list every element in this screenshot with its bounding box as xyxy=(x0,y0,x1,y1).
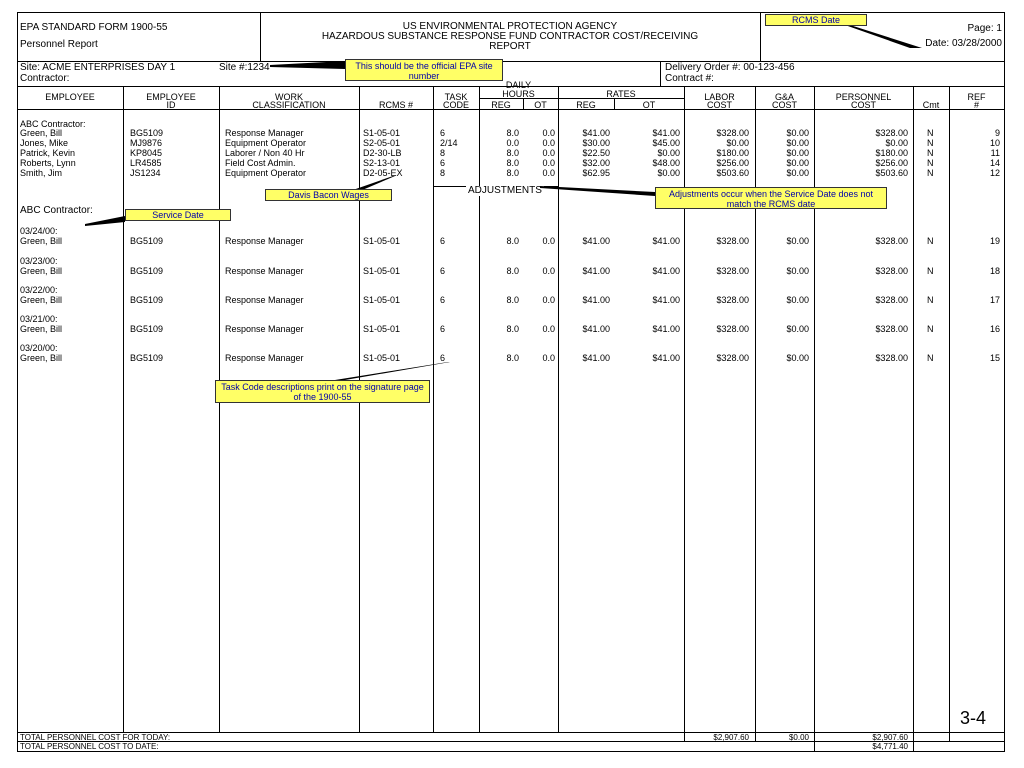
employee-id: BG5109 xyxy=(130,324,164,334)
labor-cost: $328.00 xyxy=(716,353,749,363)
task-code: 6 xyxy=(440,236,446,246)
total-todate-personnel: $4,771.40 xyxy=(872,742,908,751)
comment-flag: N xyxy=(927,236,934,246)
task-code: 6 xyxy=(440,353,446,363)
personnel-cost: $503.60 xyxy=(875,168,908,178)
col-employee: EMPLOYEE xyxy=(45,92,95,102)
task-code: 6 xyxy=(440,128,446,138)
rate-reg: $30.00 xyxy=(582,138,610,148)
employee-name: Roberts, Lynn xyxy=(20,158,76,168)
col-labor-2: COST xyxy=(706,100,732,110)
davis-bacon-callout: Davis Bacon Wages xyxy=(265,189,392,201)
service-date: 03/20/00: xyxy=(20,343,58,353)
rcms-number: S1-05-01 xyxy=(363,266,401,276)
ga-cost: $0.00 xyxy=(786,128,809,138)
labor-cost: $328.00 xyxy=(716,236,749,246)
employee-id: MJ9876 xyxy=(130,138,163,148)
col-work: WORK xyxy=(275,92,303,102)
hours-reg: 0.0 xyxy=(506,138,519,148)
col-task-2: CODE xyxy=(442,100,469,110)
hours-reg: 8.0 xyxy=(506,295,519,305)
adjustments-callout: Adjustments occur when the Service Date does not match the RCMS date xyxy=(655,187,887,209)
col-reg: REG xyxy=(491,100,511,110)
ref-number: 18 xyxy=(989,266,1000,276)
contract-number: Contract #: xyxy=(665,73,714,84)
personnel-cost: $328.00 xyxy=(875,324,908,334)
work-classification: Field Cost Admin. xyxy=(225,158,296,168)
hours-reg: 8.0 xyxy=(506,168,519,178)
task-code: 8 xyxy=(440,148,446,158)
rcms-number: S2-13-01 xyxy=(363,158,401,168)
rate-ot: $41.00 xyxy=(652,295,680,305)
rcms-number: D2-30-LB xyxy=(363,148,402,158)
comment-flag: N xyxy=(927,266,934,276)
site-number-callout: This should be the official EPA site number xyxy=(345,59,503,81)
hours-reg: 8.0 xyxy=(506,266,519,276)
employee-id: KP8045 xyxy=(130,148,163,158)
col-ot: OT xyxy=(534,100,547,110)
col-rates: RATES xyxy=(606,89,636,99)
service-date: 03/23/00: xyxy=(20,256,58,266)
rate-reg: $41.00 xyxy=(582,353,610,363)
task-code: 6 xyxy=(440,324,446,334)
comment-flag: N xyxy=(927,148,934,158)
ref-number: 9 xyxy=(994,128,1000,138)
work-classification: Response Manager xyxy=(225,353,304,363)
employee-id: BG5109 xyxy=(130,128,164,138)
rcms-number: S2-05-01 xyxy=(363,138,401,148)
hours-ot: 0.0 xyxy=(542,168,555,178)
ga-cost: $0.00 xyxy=(786,148,809,158)
col-rcms: RCMS # xyxy=(378,100,413,110)
col-employee-id: EMPLOYEE xyxy=(146,92,196,102)
comment-flag: N xyxy=(927,324,934,334)
adj-section-label: ABC Contractor: xyxy=(20,205,93,216)
work-classification: Response Manager xyxy=(225,295,304,305)
site-number: Site #:1234 xyxy=(219,62,270,73)
comment-flag: N xyxy=(927,353,934,363)
employee-name: Green, Bill xyxy=(20,324,63,334)
hours-ot: 0.0 xyxy=(542,295,555,305)
work-classification: Response Manager xyxy=(225,324,304,334)
hours-ot: 0.0 xyxy=(542,158,555,168)
labor-cost: $180.00 xyxy=(716,148,749,158)
labor-cost: $328.00 xyxy=(716,295,749,305)
personnel-cost: $256.00 xyxy=(875,158,908,168)
page-number: Page: 1 xyxy=(967,23,1002,34)
hours-ot: 0.0 xyxy=(542,236,555,246)
personnel-cost: $328.00 xyxy=(875,295,908,305)
hours-reg: 8.0 xyxy=(506,158,519,168)
ga-cost: $0.00 xyxy=(786,295,809,305)
ref-number: 14 xyxy=(989,158,1000,168)
rate-reg: $41.00 xyxy=(582,128,610,138)
ga-cost: $0.00 xyxy=(786,353,809,363)
ref-number: 16 xyxy=(989,324,1000,334)
labor-cost: $328.00 xyxy=(716,266,749,276)
total-todate-label: TOTAL PERSONNEL COST TO DATE: xyxy=(20,742,159,751)
rcms-number: S1-05-01 xyxy=(363,236,401,246)
col-employee-id-2: ID xyxy=(166,100,176,110)
ref-number: 15 xyxy=(989,353,1000,363)
employee-name: Green, Bill xyxy=(20,353,63,363)
site-name: Site: ACME ENTERPRISES DAY 1 xyxy=(20,62,176,73)
work-classification: Equipment Operator xyxy=(225,168,307,178)
work-classification: Response Manager xyxy=(225,266,304,276)
agency-name: US ENVIRONMENTAL PROTECTION AGENCY xyxy=(402,21,618,32)
hours-ot: 0.0 xyxy=(542,148,555,158)
work-classification: Response Manager xyxy=(225,236,304,246)
rate-ot: $0.00 xyxy=(657,148,680,158)
col-rate-reg: REG xyxy=(576,100,596,110)
personnel-cost: $328.00 xyxy=(875,236,908,246)
form-title: EPA STANDARD FORM 1900-55 xyxy=(20,22,168,33)
section-label: ABC Contractor: xyxy=(20,119,86,129)
hours-reg: 8.0 xyxy=(506,324,519,334)
work-classification: Response Manager xyxy=(225,128,304,138)
employee-name: Patrick, Kevin xyxy=(20,148,76,158)
labor-cost: $328.00 xyxy=(716,324,749,334)
employee-id: LR4585 xyxy=(130,158,162,168)
task-code: 6 xyxy=(440,158,446,168)
service-date: 03/21/00: xyxy=(20,314,58,324)
report-title: HAZARDOUS SUBSTANCE RESPONSE FUND CONTRACTOR COST/RECEIVING xyxy=(321,31,699,42)
total-today-ga: $0.00 xyxy=(788,733,809,742)
ref-number: 10 xyxy=(989,138,1000,148)
ref-number: 17 xyxy=(989,295,1000,305)
rate-ot: $41.00 xyxy=(652,324,680,334)
employee-id: JS1234 xyxy=(130,168,161,178)
hours-reg: 8.0 xyxy=(506,236,519,246)
hours-reg: 8.0 xyxy=(506,128,519,138)
labor-cost: $0.00 xyxy=(726,138,749,148)
rate-ot: $41.00 xyxy=(652,353,680,363)
comment-flag: N xyxy=(927,138,934,148)
col-daily: DAILY xyxy=(505,80,532,90)
employee-name: Green, Bill xyxy=(20,266,63,276)
slide-number: 3-4 xyxy=(960,708,987,728)
hours-ot: 0.0 xyxy=(542,138,555,148)
ga-cost: $0.00 xyxy=(786,138,809,148)
comment-flag: N xyxy=(927,168,934,178)
rate-ot: $41.00 xyxy=(652,266,680,276)
personnel-cost: $180.00 xyxy=(875,148,908,158)
work-classification: Equipment Operator xyxy=(225,138,307,148)
col-work-2: CLASSIFICATION xyxy=(252,100,326,110)
rcms-number: S1-05-01 xyxy=(363,128,401,138)
col-hours: HOURS xyxy=(502,89,535,99)
rate-reg: $32.00 xyxy=(582,158,610,168)
employee-name: Green, Bill xyxy=(20,236,63,246)
employee-id: BG5109 xyxy=(130,266,164,276)
personnel-cost: $328.00 xyxy=(875,128,908,138)
rate-reg: $22.50 xyxy=(582,148,610,158)
rcms-date-callout: RCMS Date xyxy=(765,14,867,26)
work-classification: Laborer / Non 40 Hr xyxy=(225,148,305,158)
report-name: Personnel Report xyxy=(20,39,98,50)
rate-ot: $41.00 xyxy=(652,128,680,138)
rcms-number: S1-05-01 xyxy=(363,295,401,305)
rate-ot: $41.00 xyxy=(652,236,680,246)
labor-cost: $256.00 xyxy=(716,158,749,168)
personnel-cost: $328.00 xyxy=(875,353,908,363)
hours-ot: 0.0 xyxy=(542,266,555,276)
adjustments-heading: ADJUSTMENTS xyxy=(468,185,542,196)
service-date-callout: Service Date xyxy=(125,209,231,221)
comment-flag: N xyxy=(927,295,934,305)
hours-ot: 0.0 xyxy=(542,324,555,334)
rate-ot: $45.00 xyxy=(652,138,680,148)
employee-name: Green, Bill xyxy=(20,128,63,138)
labor-cost: $503.60 xyxy=(716,168,749,178)
total-today-label: TOTAL PERSONNEL COST FOR TODAY: xyxy=(20,733,171,742)
rate-reg: $62.95 xyxy=(582,168,610,178)
ga-cost: $0.00 xyxy=(786,324,809,334)
ref-number: 12 xyxy=(989,168,1000,178)
labor-cost: $328.00 xyxy=(716,128,749,138)
rate-reg: $41.00 xyxy=(582,266,610,276)
employee-id: BG5109 xyxy=(130,236,164,246)
task-code: 2/14 xyxy=(440,138,458,148)
task-code: 6 xyxy=(440,295,446,305)
rate-reg: $41.00 xyxy=(582,236,610,246)
report-date: Date: 03/28/2000 xyxy=(925,38,1002,49)
rcms-number: S1-05-01 xyxy=(363,324,401,334)
col-ref-2: # xyxy=(973,100,979,110)
service-date: 03/24/00: xyxy=(20,226,58,236)
employee-name: Green, Bill xyxy=(20,295,63,305)
ref-number: 19 xyxy=(989,236,1000,246)
hours-reg: 8.0 xyxy=(506,353,519,363)
rate-reg: $41.00 xyxy=(582,324,610,334)
hours-reg: 8.0 xyxy=(506,148,519,158)
comment-flag: N xyxy=(927,158,934,168)
hours-ot: 0.0 xyxy=(542,128,555,138)
delivery-order: Delivery Order #: 00-123-456 xyxy=(665,62,795,73)
report-title-2: REPORT xyxy=(489,41,531,52)
task-code: 6 xyxy=(440,266,446,276)
service-date: 03/22/00: xyxy=(20,285,58,295)
personnel-cost: $328.00 xyxy=(875,266,908,276)
employee-id: BG5109 xyxy=(130,353,164,363)
ga-cost: $0.00 xyxy=(786,168,809,178)
total-today-personnel: $2,907.60 xyxy=(872,733,908,742)
task-code: 8 xyxy=(440,168,446,178)
employee-name: Smith, Jim xyxy=(20,168,63,178)
col-cmt: Cmt xyxy=(922,100,940,110)
col-personnel: PERSONNEL xyxy=(835,92,892,102)
rate-ot: $48.00 xyxy=(652,158,680,168)
col-rate-ot: OT xyxy=(642,100,656,110)
hours-ot: 0.0 xyxy=(542,353,555,363)
comment-flag: N xyxy=(927,128,934,138)
col-ga-2: COST xyxy=(771,100,797,110)
employee-name: Jones, Mike xyxy=(20,138,69,148)
rcms-number: S1-05-01 xyxy=(363,353,401,363)
task-code-callout: Task Code descriptions print on the signature page of the 1900-55 xyxy=(215,380,430,403)
ga-cost: $0.00 xyxy=(786,158,809,168)
rate-ot: $0.00 xyxy=(657,168,680,178)
employee-id: BG5109 xyxy=(130,295,164,305)
ga-cost: $0.00 xyxy=(786,266,809,276)
col-labor: LABOR xyxy=(704,92,735,102)
contractor-label: Contractor: xyxy=(20,73,70,84)
total-today-labor: $2,907.60 xyxy=(713,733,749,742)
col-ga: G&A xyxy=(774,92,794,102)
ref-number: 11 xyxy=(990,148,1000,158)
col-personnel-2: COST xyxy=(850,100,876,110)
personnel-cost: $0.00 xyxy=(885,138,908,148)
col-ref: REF xyxy=(967,92,986,102)
ga-cost: $0.00 xyxy=(786,236,809,246)
rcms-number: D2-05-EX xyxy=(363,168,403,178)
col-task: TASK xyxy=(444,92,468,102)
rate-reg: $41.00 xyxy=(582,295,610,305)
